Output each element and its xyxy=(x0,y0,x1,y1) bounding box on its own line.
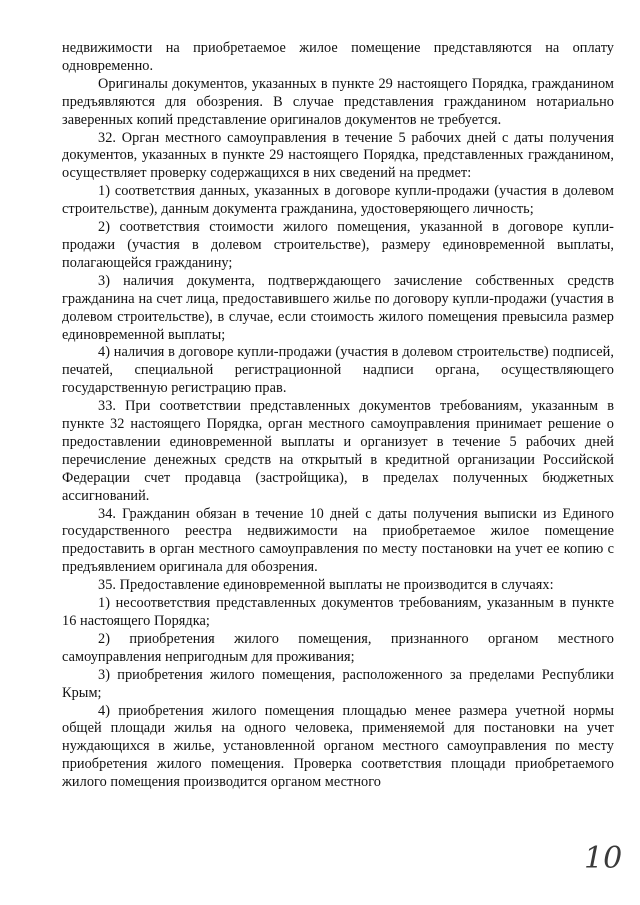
paragraph-35-item-3: 3) приобретения жилого помещения, расположенного за пределами Республики Крым; xyxy=(62,666,614,701)
paragraph-35-item-1: 1) несоответствия представленных документов требованиям, указанным в пункте 16 настоящего Порядка; xyxy=(62,595,614,629)
paragraph-originals: Оригиналы документов, указанных в пункте 29 настоящего Порядка, гражданином предъявляются для обозрения. В случае представления гражданином нотариально заверенных копий представление оригиналов документов не требуется. xyxy=(62,75,614,128)
page-number-text: 10 xyxy=(584,841,623,876)
paragraph-32-item-4: 4) наличия в договоре купли-продажи (участия в долевом строительстве) подписей, печатей, специальной регистрационной надписи органа, осуществляющего государственную регистрацию прав. xyxy=(62,344,614,397)
paragraph-32-item-3: 3) наличия документа, подтверждающего зачисление собственных средств гражданина на счет лица, предоставившего жилье по договору купли-продажи (участия в долевом строительстве), в случае, если стоимость жилого помещения превысила размер единовременной выплаты; xyxy=(62,272,614,343)
paragraph-34: 34. Гражданин обязан в течение 10 дней с даты получения выписки из Единого государственного реестра недвижимости на приобретаемое жилое помещение предоставить в орган местного самоуправления по месту постановки на учет ее копию с предъявлением оригинала для обозрения. xyxy=(62,505,614,576)
paragraph-continuation: недвижимости на приобретаемое жилое помещение представляются на оплату одновременно. xyxy=(62,40,614,74)
paragraph-35: 35. Предоставление единовременной выплаты не производится в случаях: xyxy=(98,577,554,594)
paragraph-35-item-2: 2) приобретения жилого помещения, признанного органом местного самоуправления непригодным для проживания; xyxy=(62,630,614,665)
paragraph-32-item-1: 1) соответствия данных, указанных в договоре купли-продажи (участия в долевом строительстве), данным документа гражданина, удостоверяющего личность; xyxy=(62,183,614,218)
paragraph-35-item-4: 4) приобретения жилого помещения площадью менее размера учетной нормы общей площади жилья на одного человека, применяемой для постановки на учет нуждающихся в жилье, установленной органом местного самоуправления по месту приобретения жилого помещения. Проверка соответствия площади приобретаемого жилого помещения производится органом местного xyxy=(62,702,614,791)
paragraph-32-item-2: 2) соответствия стоимости жилого помещения, указанной в договоре купли-продажи (участия в долевом строительстве), размеру единовременной выплаты, полагающейся гражданину; xyxy=(62,219,614,271)
handwritten-page-number xyxy=(580,836,630,876)
paragraph-32: 32. Орган местного самоуправления в течение 5 рабочих дней с даты получения документов, указанных в пункте 29 настоящего Порядка, представленных гражданином, осуществляет проверку содержащихся в них сведений на предмет: xyxy=(62,129,614,182)
paragraph-33: 33. При соответствии представленных документов требованиям, указанным в пункте 32 настоящего Порядка, орган местного самоуправления принимает решение о предоставлении единовременной выплаты и организует в течение 5 рабочих дней перечисление денежных средств на открытый в кредитной организации Российской Федерации счет продавца (застройщика), в пределах полученных бюджетных ассигнований. xyxy=(62,398,614,504)
document-body xyxy=(62,40,614,792)
page-number-glyph xyxy=(580,836,630,876)
